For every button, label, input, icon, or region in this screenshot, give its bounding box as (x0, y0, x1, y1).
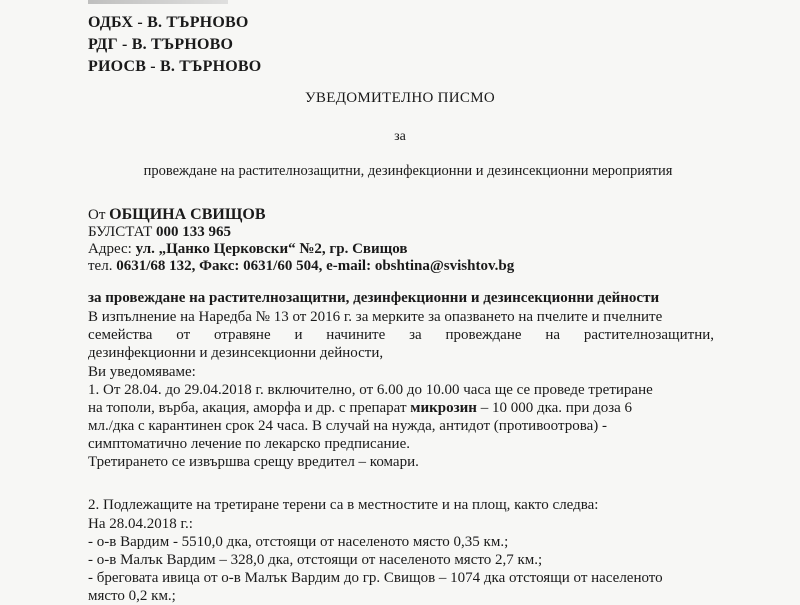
body-line: мл./дка с карантинен срок 24 часа. В случай на нужда, антидот (противоотрова) - (88, 418, 608, 434)
sender-from-label: От (88, 207, 110, 223)
sender-contacts (88, 258, 514, 275)
letter-subject: провеждане на растителнозащитни, дезинфекционни и дезинсекционни мероприятия (143, 163, 673, 179)
body-line: семейства от отравяне и начините за провеждане на растителнозащитни, (88, 327, 714, 343)
body-line-part: на тополи, върба, акация, аморфа и др. с препарат (88, 400, 411, 416)
product-name: микрозин (410, 400, 477, 416)
body-line: На 28.04.2018 г.: (88, 516, 193, 532)
body-line: място 0,2 км.; (88, 588, 176, 604)
scan-top-mark (88, 0, 228, 4)
sender-bulstat-value: 000 133 965 (156, 224, 232, 240)
sender-address-value: ул. „Цанко Церковски“ №2, гр. Свищов (135, 241, 408, 257)
body-line: 2. Подлежащите на третиране терени са в местностите и на площ, както следва: (88, 497, 599, 513)
sender-from-value: ОБЩИНА СВИЩОВ (109, 206, 266, 223)
title-za: за (394, 129, 406, 144)
sender-contacts-value: 0631/68 132, Факс: 0631/60 504, e-mail: obshtina@svishtov.bg (116, 258, 515, 274)
body-line: симптоматично лечение по лекарско предписание. (88, 436, 410, 452)
body-line: 1. От 28.04. до 29.04.2018 г. включително, от 6.00 до 10.00 часа ще се проведе третиране (88, 382, 653, 398)
addressee-odbh: ОДБХ - В. ТЪРНОВО (88, 14, 249, 31)
body-line: Ви уведомяваме: (88, 364, 196, 380)
body-line: дезинфекционни и дезинсекционни дейности, (88, 345, 384, 361)
sender-address (88, 241, 408, 258)
letter-title: УВЕДОМИТЕЛНО ПИСМО (305, 90, 495, 106)
sender-contacts-label: тел. (88, 258, 117, 274)
sender-address-label: Адрес: (88, 241, 136, 257)
body-line: - о-в Малък Вардим – 328,0 дка, отстоящи от населеното място 2,7 км.; (88, 552, 543, 568)
sender-from (88, 206, 266, 224)
body-line: В изпълнение на Наредба № 13 от 2016 г. за мерките за опазването на пчелите и пчелните (88, 309, 663, 325)
body-line-part: – 10 000 дка. при доза 6 (476, 400, 633, 416)
body-line (88, 400, 714, 417)
body-line: - о-в Вардим - 5510,0 дка, отстоящи от населеното място 0,35 км.; (88, 534, 509, 550)
section-heading: за провеждане на растителнозащитни, дезинфекционни и дезинсекционни дейности (88, 290, 660, 306)
addressee-riosv: РИОСВ - В. ТЪРНОВО (88, 58, 262, 75)
sender-bulstat-label: БУЛСТАТ (88, 224, 157, 240)
sender-bulstat (88, 224, 231, 241)
addressee-rdg: РДГ - В. ТЪРНОВО (88, 36, 234, 53)
body-line: - бреговата ивица от о-в Малък Вардим до гр. Свищов – 1074 дка отстоящи от населеното (88, 570, 663, 586)
body-line: Третирането се извършва срещу вредител – комари. (88, 454, 419, 470)
